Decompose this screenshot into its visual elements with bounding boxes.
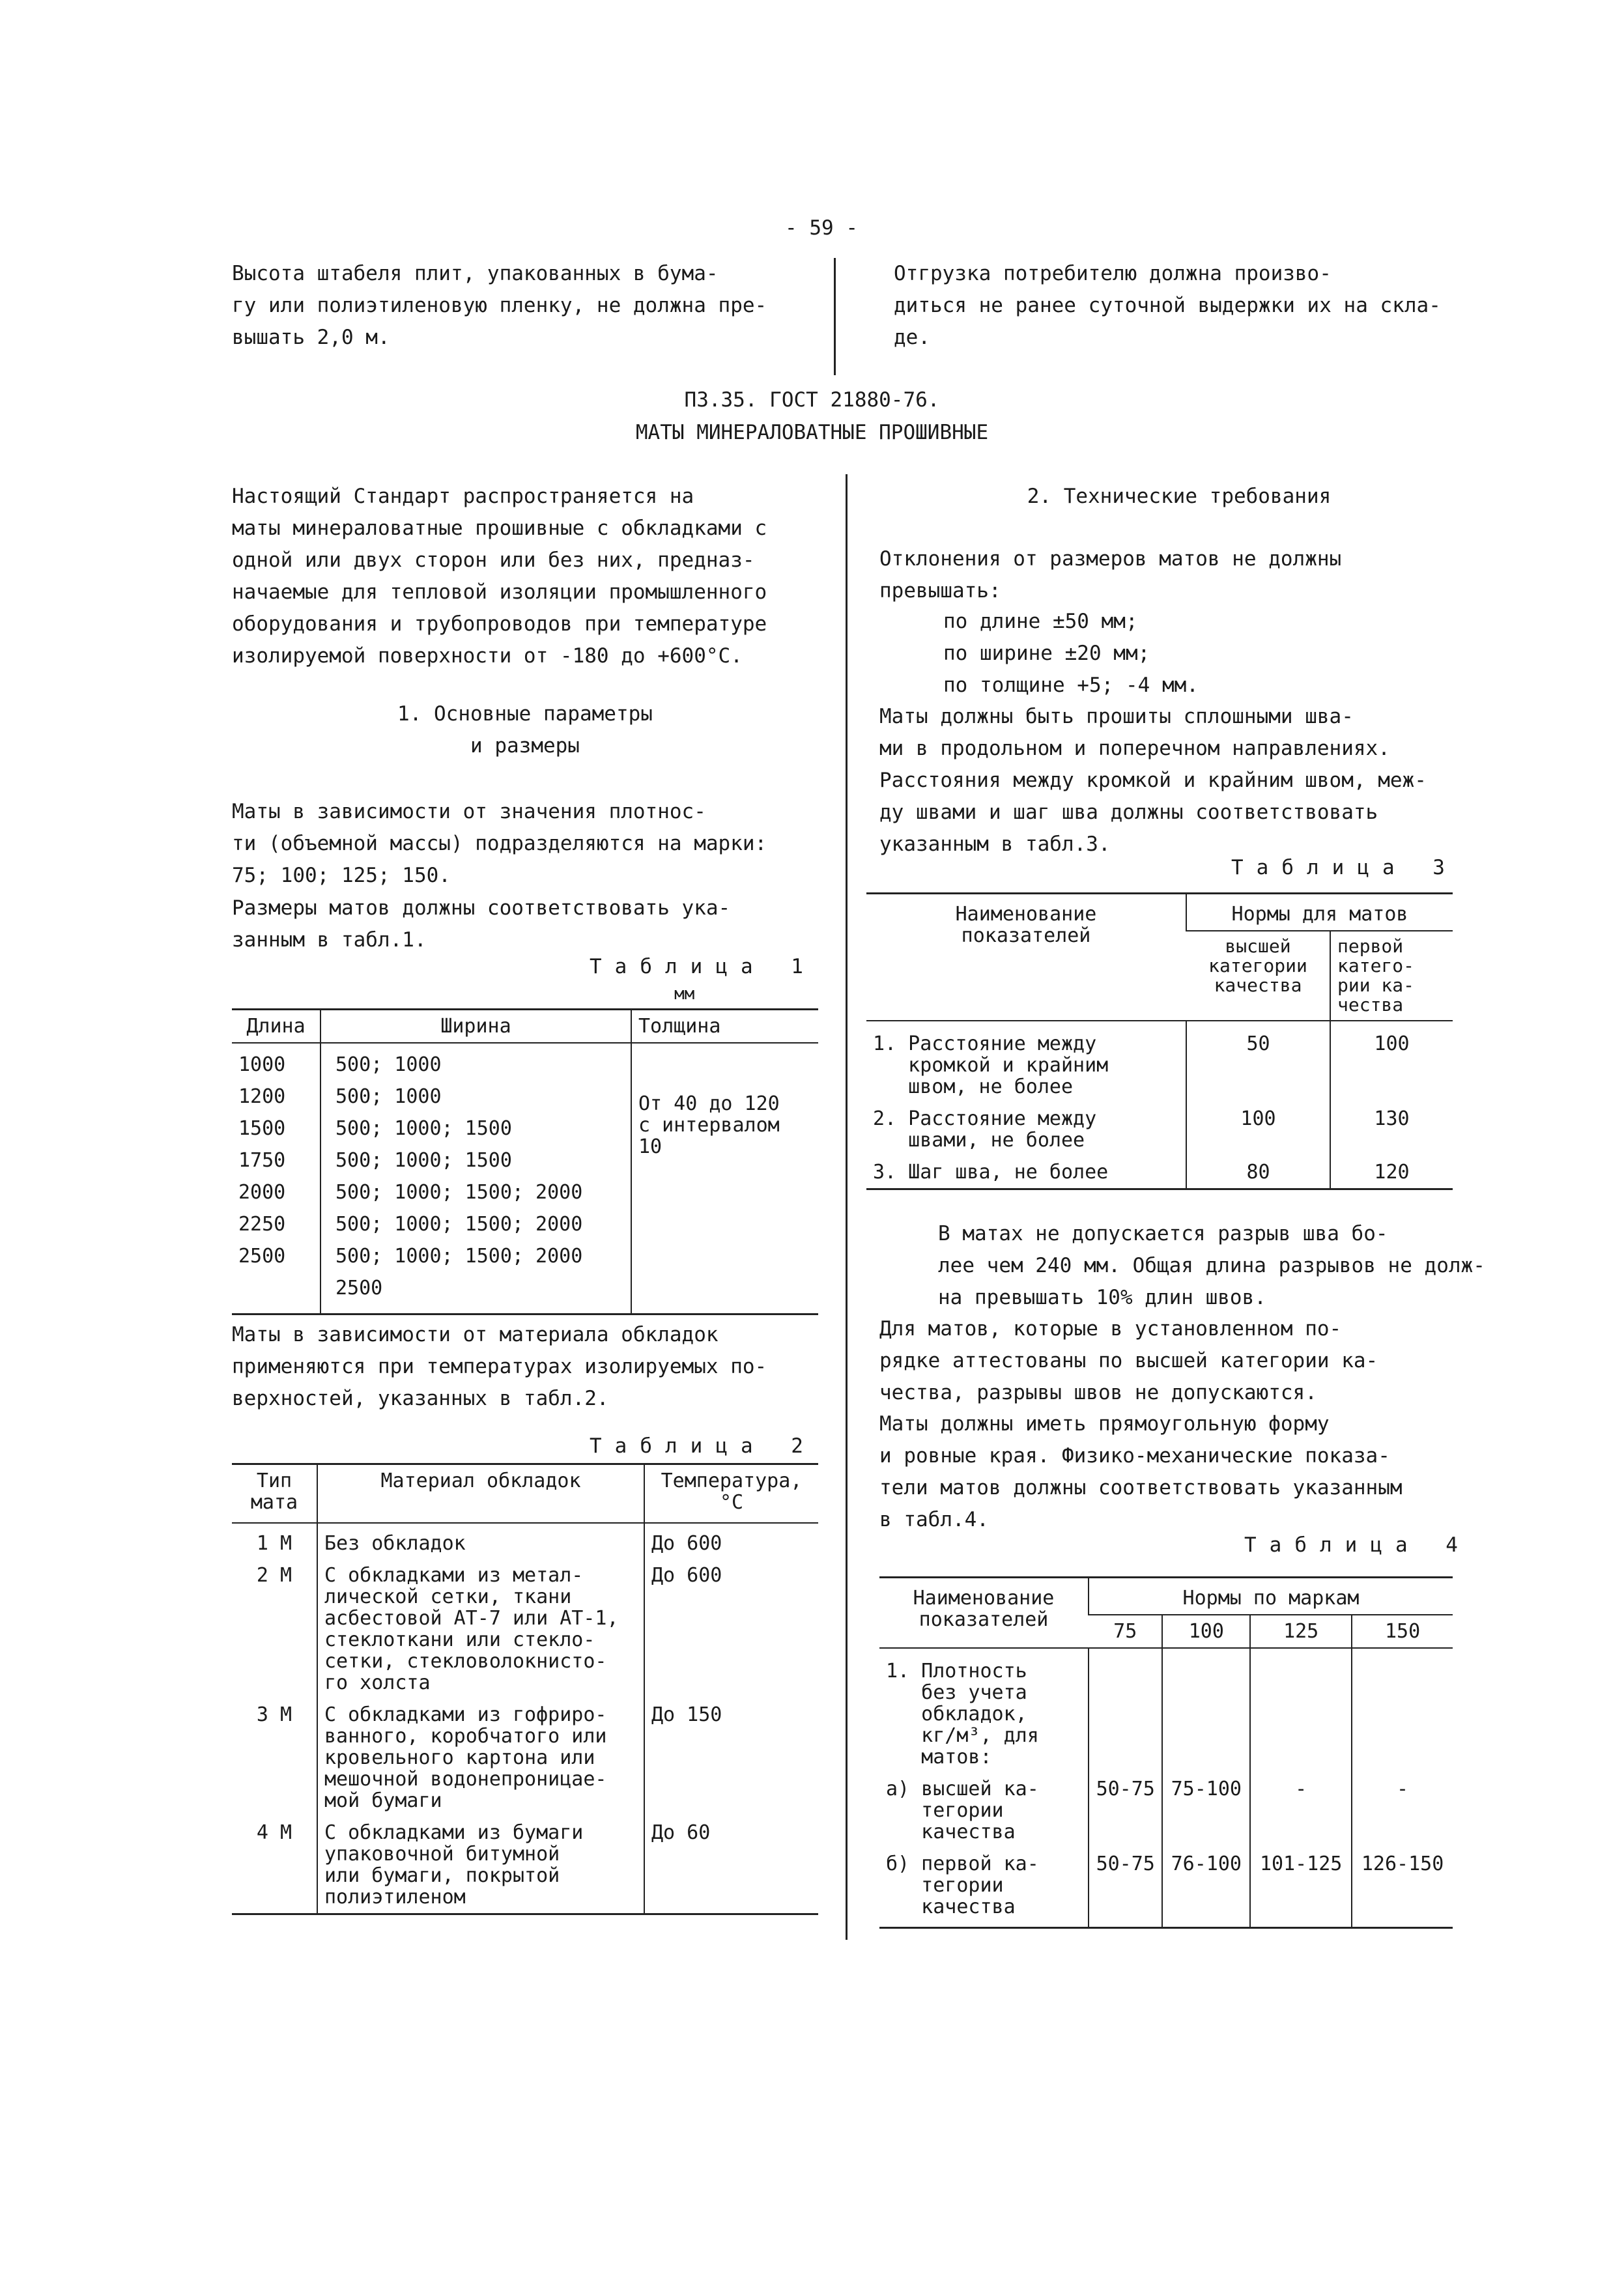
section-2-heading: 2. Технические требования xyxy=(1027,485,1332,508)
main-column-divider xyxy=(846,474,848,1940)
table2-temperature: До 150 xyxy=(644,1699,818,1817)
top-right-paragraph: Отгрузка потребителю должна произво- диться не ранее суточной выдержки их на скла- де. xyxy=(894,262,1441,349)
table-row xyxy=(866,1156,1453,1189)
table2-material: С обкладками из метал- лической сетки, ткани асбестовой АТ-7 или АТ-1, стеклоткани или стекло- сетки, стекловолокнисто- го холста xyxy=(317,1559,644,1699)
table4 xyxy=(879,1576,1453,1929)
table-row xyxy=(232,1699,818,1817)
table4-header-name: Наименование показателей xyxy=(879,1578,1089,1649)
right-paragraph-breaks: В матах не допускается разрыв шва бо- лее чем 240 мм. Общая длина разрывов не долж- на превышать 10% длин швов. xyxy=(938,1222,1485,1309)
table-row xyxy=(879,1648,1453,1773)
table3-highest-value: 100 xyxy=(1186,1103,1330,1156)
page-number: - 59 - xyxy=(785,216,858,240)
table3-header-name: Наименование показателей xyxy=(866,894,1186,1021)
table2-type: 1 М xyxy=(256,1532,292,1555)
table-row xyxy=(879,1773,1453,1848)
table2-temperature: До 60 xyxy=(644,1817,818,1914)
table1-thickness: От 40 до 120 с интервалом 10 xyxy=(631,1043,818,1314)
table2-material: С обкладками из гофриро- ванного, коробчатого или кровельного картона или мешочной водонепроницае- мой бумаги xyxy=(317,1699,644,1817)
left-paragraph-linings: Маты в зависимости от материала обкладок применяются при температурах изолируемых по- верхностей, указанных в табл.2. xyxy=(232,1323,767,1410)
top-left-paragraph: Высота штабеля плит, упакованных в бума- гу или полиэтиленовую пленку, не должна пре- вышать 2,0 м. xyxy=(232,262,767,349)
table3 xyxy=(866,892,1453,1190)
table-row xyxy=(232,1817,818,1914)
section-number-title: П3.35. ГОСТ 21880-76. xyxy=(684,388,940,412)
left-paragraph-grades: Маты в зависимости от значения плотнос- ти (объемной массы) подразделяются на марки: 75; 100; 125; 150. xyxy=(232,800,767,887)
table4-value: - xyxy=(1352,1773,1453,1848)
right-paragraph-shape: Маты должны иметь прямоугольную форму и ровные края. Физико-механические показа- тели матов должны соответствовать указанным в табл.4. xyxy=(879,1412,1403,1531)
table1-header-thickness: Толщина xyxy=(631,1010,818,1044)
table3-indicator: 3. Шаг шва, не более xyxy=(873,1161,1109,1184)
left-paragraph-sizes: Размеры матов должны соответствовать ука- занным в табл.1. xyxy=(232,896,731,952)
right-paragraph-seams: Маты должны быть прошиты сплошными шва- ми в продольном и поперечном направлениях. Расстояния между кромкой и крайним швом, меж- ду швами и шаг шва должны соответствовать указанным в табл.3. xyxy=(879,705,1427,856)
table1 xyxy=(232,1008,818,1315)
table2-header-type: Тип мата xyxy=(232,1464,317,1524)
table4-mark-125: 125 xyxy=(1250,1615,1352,1648)
table4-value: 76-100 xyxy=(1162,1848,1250,1928)
table3-highest-value: 80 xyxy=(1186,1156,1330,1189)
table3-header-highest: высшей категории качества xyxy=(1186,931,1330,1021)
table1-header-width: Ширина xyxy=(321,1010,631,1044)
table3-header-first: первой катего- рии ка- чества xyxy=(1330,931,1453,1021)
table3-highest-value: 50 xyxy=(1186,1021,1330,1103)
table2 xyxy=(232,1463,818,1915)
table4-mark-100: 100 xyxy=(1162,1615,1250,1648)
table1-header-length: Длина xyxy=(232,1010,321,1044)
table2-material: Без обкладок xyxy=(317,1523,644,1559)
table4-value: 50-75 xyxy=(1089,1848,1162,1928)
right-paragraph-certified: Для матов, которые в установленном по- рядке аттестованы по высшей категории ка- чества, разрывы швов не допускаются. xyxy=(879,1317,1378,1404)
table4-value: 50-75 xyxy=(1089,1773,1162,1848)
table4-header-norms: Нормы по маркам xyxy=(1089,1578,1453,1615)
table3-first-value: 100 xyxy=(1330,1021,1453,1103)
table4-mark-150: 150 xyxy=(1352,1615,1453,1648)
table4-title: Таблица 4 xyxy=(1244,1533,1471,1557)
left-intro-paragraph: Настоящий Стандарт распространяется на маты минераловатные прошивные с обкладками с одной или двух сторон или без них, предназ- начаемые для тепловой изоляции промышленного оборудования и трубопроводов при температуре изолируемой поверхности от -180 до +600°С. xyxy=(232,485,767,668)
table2-title: Таблица 2 xyxy=(590,1434,816,1458)
table-row xyxy=(866,1021,1453,1103)
table1-lengths: 1000 1200 1500 1750 2000 2250 2500 xyxy=(238,1053,286,1268)
table-row xyxy=(879,1848,1453,1928)
table1-widths: 500; 1000 500; 1000 500; 1000; 1500 500; 1000; 1500 500; 1000; 1500; 2000 500; 1000; 1500; 2000 500; 1000; 1500; 2000 2500 xyxy=(321,1043,631,1314)
table3-first-value: 120 xyxy=(1330,1156,1453,1189)
table4-value: 126-150 xyxy=(1352,1848,1453,1928)
table2-type: 3 М xyxy=(256,1703,292,1726)
table4-value: - xyxy=(1250,1773,1352,1848)
table3-indicator: 2. Расстояние между швами, не более xyxy=(873,1107,1097,1152)
table2-header-temperature: Температура, °С xyxy=(644,1464,818,1524)
table4-mark-75: 75 xyxy=(1089,1615,1162,1648)
table-row xyxy=(232,1559,818,1699)
section-1-heading: 1. Основные параметры и размеры xyxy=(397,702,653,758)
top-column-divider xyxy=(834,258,836,375)
table2-type: 2 М xyxy=(256,1564,292,1587)
table3-header-norms: Нормы для матов xyxy=(1186,894,1453,931)
section-title: МАТЫ МИНЕРАЛОВАТНЫЕ ПРОШИВНЫЕ xyxy=(635,421,989,444)
right-paragraph-deviations: Отклонения от размеров матов не должны превышать: xyxy=(879,547,1342,603)
table2-temperature: До 600 xyxy=(644,1559,818,1699)
table2-material: С обкладками из бумаги упаковочной битумной или бумаги, покрытой полиэтиленом xyxy=(317,1817,644,1914)
table2-temperature: До 600 xyxy=(644,1523,818,1559)
table4-group-density: 1. Плотность без учета обкладок, кг/м³, для матов: xyxy=(886,1660,1039,1769)
table-row xyxy=(232,1523,818,1559)
table1-title: Таблица 1 xyxy=(590,955,816,978)
table3-title: Таблица 3 xyxy=(1231,856,1458,879)
table4-value: 101-125 xyxy=(1250,1848,1352,1928)
table4-value: 75-100 xyxy=(1162,1773,1250,1848)
table4-indicator: а) высшей ка- тегории качества xyxy=(886,1778,1039,1843)
table1-unit: мм xyxy=(674,984,695,1004)
table-row xyxy=(866,1103,1453,1156)
table2-header-material: Материал обкладок xyxy=(317,1464,644,1524)
table3-first-value: 130 xyxy=(1330,1103,1453,1156)
table2-type: 4 М xyxy=(256,1821,292,1844)
table3-indicator: 1. Расстояние между кромкой и крайним швом, не более xyxy=(873,1032,1109,1098)
deviation-list: по длине ±50 мм; по ширине ±20 мм; по толщине +5; -4 мм. xyxy=(943,610,1199,697)
table4-indicator: б) первой ка- тегории качества xyxy=(886,1853,1039,1918)
